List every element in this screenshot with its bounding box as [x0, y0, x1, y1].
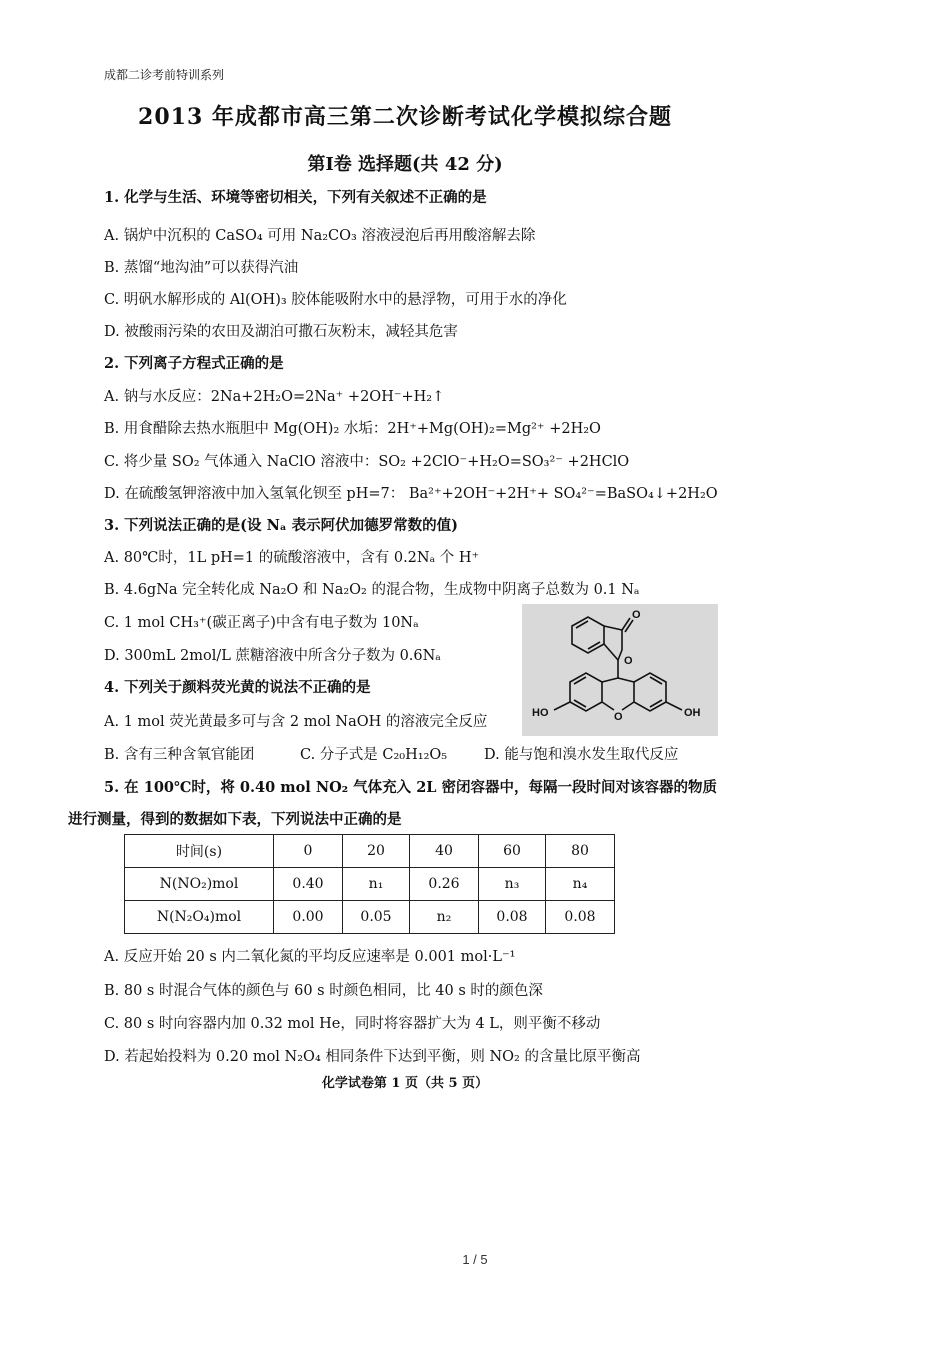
table-header-cell: 20 — [343, 835, 410, 868]
q2-stem: 2. 下列离子方程式正确的是 — [104, 355, 284, 372]
exam-page-footer: 化学试卷第 1 页（共 5 页） — [321, 1076, 489, 1091]
q4-stem: 4. 下列关于颜料荧光黄的说法不正确的是 — [104, 679, 371, 696]
table-cell: n₃ — [479, 868, 546, 901]
q3-option-a: A. 80℃时，1L pH=1 的硫酸溶液中，含有 0.2Nₐ 个 H⁺ — [104, 550, 480, 566]
table-cell: N(N₂O₄)mol — [125, 901, 274, 934]
xanthene-ring-left — [570, 673, 602, 711]
table-cell: n₂ — [410, 901, 479, 934]
structure-svg — [522, 604, 718, 736]
q4-option-b: B. 含有三种含氧官能团 — [104, 747, 255, 763]
table-header-cell: 60 — [479, 835, 546, 868]
q2-option-a: A. 钠与水反应：2Na+2H₂O=2Na⁺ +2OH⁻+H₂↑ — [104, 389, 445, 405]
q1-option-a: A. 锅炉中沉积的 CaSO₄ 可用 Na₂CO₃ 溶液浸泡后再用酸溶解去除 — [104, 228, 536, 244]
table-header-cell: 0 — [274, 835, 343, 868]
q1-stem: 1. 化学与生活、环境等密切相关，下列有关叙述不正确的是 — [104, 189, 487, 206]
q1-option-b: B. 蒸馏“地沟油”可以获得汽油 — [104, 260, 299, 276]
table-header-cell: 80 — [546, 835, 615, 868]
section-title: 第Ⅰ卷 选择题(共 42 分) — [307, 154, 503, 175]
q3-option-b: B. 4.6gNa 完全转化成 Na₂O 和 Na₂O₂ 的混合物，生成物中阴离子总数为 0.1 Nₐ — [104, 582, 640, 598]
q5-option-a: A. 反应开始 20 s 内二氧化氮的平均反应速率是 0.001 mol·L⁻¹ — [104, 949, 516, 965]
q5-data-table — [124, 834, 615, 934]
table-header-cell: 40 — [410, 835, 479, 868]
oh-label: OH — [684, 707, 701, 719]
table-header-cell: 时间(s) — [125, 835, 274, 868]
benzene-ring-top — [572, 617, 604, 653]
q5-stem-line2: 进行测量，得到的数据如下表，下列说法中正确的是 — [68, 811, 402, 828]
q5-option-c: C. 80 s 时向容器内加 0.32 mol He，同时将容器扩大为 4 L，则平衡不移动 — [104, 1016, 601, 1032]
table-cell: 0.40 — [274, 868, 343, 901]
q1-option-d: D. 被酸雨污染的农田及湖泊可撒石灰粉末，减轻其危害 — [104, 324, 458, 340]
xanthene-ring-right — [634, 673, 666, 711]
page-title: 2013 年成都市高三第二次诊断考试化学模拟综合题 — [138, 104, 672, 130]
q3-option-c: C. 1 mol CH₃⁺(碳正离子)中含有电子数为 10Nₐ — [104, 615, 419, 631]
table-cell: 0.26 — [410, 868, 479, 901]
q5-stem-line1: 5. 在 100℃时，将 0.40 mol NO₂ 气体充入 2L 密闭容器中，每隔一段时间对该容器的物质 — [104, 779, 718, 796]
q2-option-c: C. 将少量 SO₂ 气体通入 NaClO 溶液中：SO₂ +2ClO⁻+H₂O=SO₃²⁻ +2HClO — [104, 454, 630, 470]
fluorescein-structure-diagram — [522, 604, 718, 736]
q5-option-b: B. 80 s 时混合气体的颜色与 60 s 时颜色相同，比 40 s 时的颜色深 — [104, 983, 543, 999]
q5-option-d: D. 若起始投料为 0.20 mol N₂O₄ 相同条件下达到平衡，则 NO₂ 的含量比原平衡高 — [104, 1049, 641, 1065]
q3-option-d: D. 300mL 2mol/L 蔗糖溶液中所含分子数为 0.6Nₐ — [104, 648, 441, 664]
table-cell: 0.05 — [343, 901, 410, 934]
q2-option-b: B. 用食醋除去热水瓶胆中 Mg(OH)₂ 水垢：2H⁺+Mg(OH)₂=Mg²⁺ +2H₂O — [104, 421, 601, 437]
table-header-row — [125, 835, 615, 868]
q1-option-c: C. 明矾水解形成的 Al(OH)₃ 胶体能吸附水中的悬浮物，可用于水的净化 — [104, 292, 567, 308]
lactone-o-label: O — [624, 655, 633, 667]
q4-option-c: C. 分子式是 C₂₀H₁₂O₅ — [300, 747, 448, 763]
table-cell: n₁ — [343, 868, 410, 901]
q2-option-d: D. 在硫酸氢钾溶液中加入氢氧化钡至 pH=7： Ba²⁺+2OH⁻+2H⁺+ SO₄²⁻=BaSO₄↓+2H₂O — [104, 486, 718, 502]
table-cell: 0.00 — [274, 901, 343, 934]
ring-o-label: O — [614, 711, 623, 723]
table-cell: 0.08 — [546, 901, 615, 934]
carbonyl-o-label: O — [632, 609, 641, 621]
page-indicator: 1 / 5 — [462, 1252, 488, 1267]
table-cell: N(NO₂)mol — [125, 868, 274, 901]
table-cell: n₄ — [546, 868, 615, 901]
table-row — [125, 901, 615, 934]
q3-stem: 3. 下列说法正确的是(设 Nₐ 表示阿伏加德罗常数的值) — [104, 517, 459, 534]
ho-label: HO — [532, 707, 549, 719]
table-row — [125, 868, 615, 901]
series-label: 成都二诊考前特训系列 — [104, 68, 225, 82]
q4-option-a: A. 1 mol 荧光黄最多可与含 2 mol NaOH 的溶液完全反应 — [104, 714, 488, 730]
table-cell: 0.08 — [479, 901, 546, 934]
q4-option-d: D. 能与饱和溴水发生取代反应 — [484, 747, 679, 763]
